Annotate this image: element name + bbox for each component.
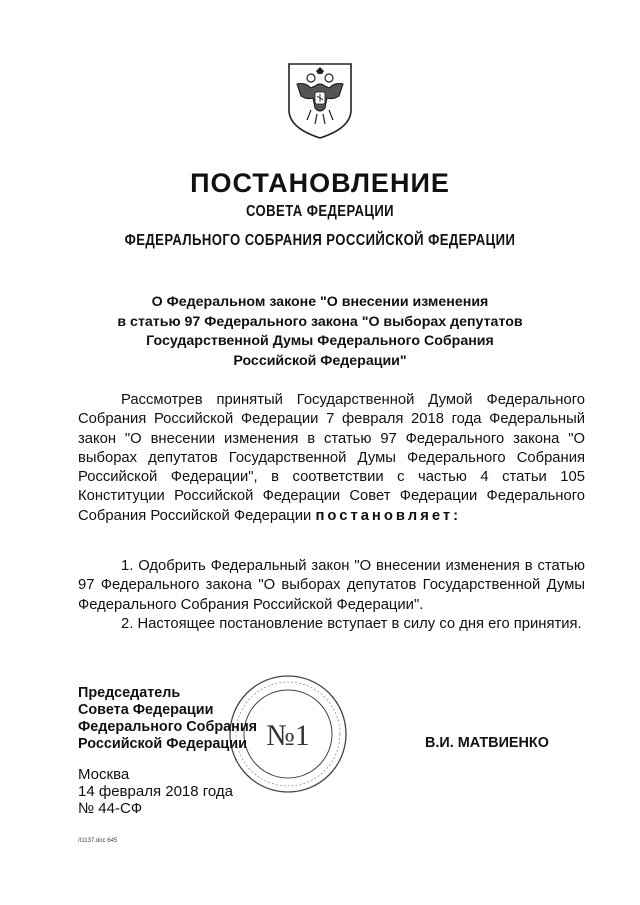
issue-place: Москва bbox=[78, 766, 130, 783]
file-reference: /I1137.doc 645 bbox=[78, 838, 118, 844]
issue-date: 14 февраля 2018 года bbox=[78, 783, 234, 800]
signer-title-line: Федерального Собрания bbox=[78, 719, 258, 735]
seal-number: №1 bbox=[266, 719, 310, 752]
subject-line: Российской Федерации" bbox=[233, 352, 407, 369]
issuer-line-2: ФЕДЕРАЛЬНОГО СОБРАНИЯ РОССИЙСКОЙ ФЕДЕРАЦИИ bbox=[124, 232, 516, 249]
document-title: ПОСТАНОВЛЕНИЕ bbox=[190, 168, 450, 198]
decision-item-2: 2. Настоящее постановление вступает в силу со дня его принятия. bbox=[121, 615, 582, 632]
coat-of-arms-emblem bbox=[287, 62, 353, 140]
signer-title-line: Председатель bbox=[78, 685, 181, 701]
document-subject bbox=[60, 293, 580, 371]
decree-word: постановляет: bbox=[315, 507, 462, 524]
signer-title-line: Российской Федерации bbox=[78, 736, 247, 752]
decision-items bbox=[78, 557, 585, 634]
subject-line: Государственной Думы Федерального Собрания bbox=[146, 333, 494, 350]
signer-name: В.И. МАТВИЕНКО bbox=[425, 735, 549, 751]
signer-title-line: Совета Федерации bbox=[78, 702, 214, 718]
preamble-paragraph bbox=[78, 391, 585, 526]
preamble-text: Рассмотрев принятый Государственной Думой Федерального Собрания Российской Федерации 7 февраля 2018 года Федеральный закон "О внесении изменения в статью 97 Федерального закона "О выборах депутатов Государственной Думы Федерального Собрания Российской Федерации", в соответствии с частью 4 статьи 105 Конституции Российской Федерации Совет Федерации Федерального Собрания Российской Федерации bbox=[78, 392, 585, 524]
document-number: № 44-СФ bbox=[78, 800, 143, 817]
issuer-line-1: СОВЕТА ФЕДЕРАЦИИ bbox=[245, 203, 395, 220]
decision-item-1: 1. Одобрить Федеральный закон "О внесении изменения в статью 97 Федерального закона "О выборах депутатов Государственной Думы Федерального Собрания Российской Федерации". bbox=[78, 558, 585, 613]
issue-details bbox=[78, 766, 233, 817]
signer-title bbox=[78, 685, 257, 753]
subject-line: в статью 97 Федерального закона "О выборах депутатов bbox=[117, 313, 523, 330]
subject-line: О Федеральном законе "О внесении изменения bbox=[151, 294, 489, 310]
